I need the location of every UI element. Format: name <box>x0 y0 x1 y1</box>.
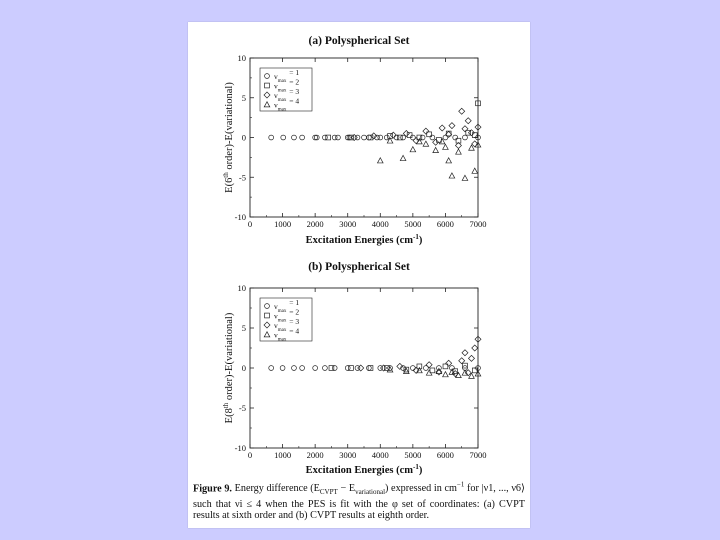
y-axis-label: E(6th order)-E(variational) <box>222 82 235 193</box>
data-point <box>384 135 389 140</box>
data-point <box>430 135 435 140</box>
chart-panel-b <box>222 261 487 476</box>
data-point <box>420 135 425 140</box>
series-4 <box>377 138 480 181</box>
x-tick-label: 3000 <box>339 450 357 460</box>
data-point <box>465 118 471 124</box>
x-axis-label: Excitation Energies $(cm^{-1})$ <box>305 463 423 476</box>
legend-entry: $v_{max}$ $^{= 2}$ <box>274 77 300 93</box>
legend-entry: $v_{max}$ $^{= 3}$ <box>274 316 300 333</box>
y-tick-label: -10 <box>234 212 246 222</box>
data-point <box>269 366 274 371</box>
data-point <box>377 158 383 163</box>
legend <box>260 298 312 343</box>
legend <box>260 68 312 113</box>
data-point <box>430 368 435 373</box>
y-tick-label: 10 <box>237 283 246 293</box>
data-point <box>394 135 399 140</box>
data-point <box>462 350 468 356</box>
paper-page <box>188 22 530 528</box>
data-point <box>472 168 478 173</box>
data-point <box>472 345 478 351</box>
data-point <box>443 372 449 377</box>
data-point <box>397 363 403 369</box>
data-point <box>313 366 318 371</box>
data-point <box>323 135 328 140</box>
data-point <box>345 366 350 371</box>
data-point <box>300 366 305 371</box>
series-2 <box>329 363 477 373</box>
x-tick-label: 7000 <box>469 450 487 460</box>
data-point <box>423 141 429 146</box>
legend-entry: $v_{max}$ $^{= 4}$ <box>274 96 300 112</box>
y-tick-label: -10 <box>234 443 246 453</box>
x-tick-label: 4000 <box>371 219 389 229</box>
data-point <box>463 135 468 140</box>
data-point <box>332 366 337 371</box>
data-point <box>426 362 432 368</box>
data-point <box>280 366 285 371</box>
caption-label: Figure 9. <box>193 483 232 495</box>
x-tick-label: 5000 <box>404 219 422 229</box>
data-point <box>410 147 416 152</box>
data-point <box>462 126 468 132</box>
data-point <box>362 135 367 140</box>
y-tick-label: 0 <box>241 132 246 143</box>
data-point <box>400 155 406 160</box>
data-point <box>472 133 477 138</box>
data-point <box>449 173 455 178</box>
figure-9 <box>188 22 530 482</box>
data-point <box>366 366 371 371</box>
data-point <box>469 373 475 378</box>
y-tick-label: 10 <box>237 53 246 63</box>
x-tick-label: 0 <box>247 219 253 229</box>
data-point <box>410 366 415 371</box>
data-point <box>401 135 406 140</box>
chart-title: (b) Polyspherical Set <box>308 261 410 273</box>
data-point <box>449 123 455 129</box>
x-tick-label: 1000 <box>274 219 292 229</box>
series-3 <box>358 336 481 376</box>
y-tick-label: -5 <box>238 403 246 413</box>
x-tick-label: 6000 <box>436 219 454 229</box>
data-point <box>453 135 458 140</box>
chart-panel-a <box>222 35 487 246</box>
y-tick-label: 5 <box>241 92 246 103</box>
chart-title: (a) Polyspherical Set <box>308 35 410 47</box>
data-point <box>446 360 452 366</box>
data-point <box>378 135 383 140</box>
x-tick-label: 7000 <box>469 219 487 229</box>
caption-text: Energy difference $(E_{CVPT} - E_{variational})$ expressed in $cm^{-1}$ for |ν1, ..., ν6⟩ such that νi ≤ 4 when the PES is fit with the φ set of coordinates: (a) CVPT results at sixth order and (b) CVPT results at eighth order. <box>193 481 525 522</box>
data-point <box>468 355 474 361</box>
legend-entry: $v_{max}$ $^{= 1}$ <box>274 297 300 314</box>
data-point <box>462 175 468 180</box>
y-tick-label: -5 <box>238 172 246 183</box>
data-point <box>446 158 452 163</box>
data-point <box>456 149 462 154</box>
x-tick-label: 1000 <box>274 450 292 460</box>
data-point <box>439 125 445 131</box>
x-tick-label: 2000 <box>306 450 324 460</box>
y-tick-label: 0 <box>241 363 246 373</box>
data-point <box>269 135 274 140</box>
data-point <box>423 128 429 134</box>
data-point <box>472 368 477 373</box>
y-axis-label: E(8th order)-E(variational) <box>222 312 235 424</box>
legend-entry: $v_{max}$ $^{= 3}$ <box>274 86 300 103</box>
figure-caption <box>193 480 525 522</box>
data-point <box>281 135 286 140</box>
data-point <box>459 108 465 114</box>
data-point <box>300 135 305 140</box>
data-point <box>371 133 377 139</box>
data-point <box>443 144 449 149</box>
legend-entry: $v_{max}$ $^{= 1}$ <box>274 67 300 84</box>
data-point <box>404 368 410 373</box>
x-tick-label: 5000 <box>404 450 422 460</box>
y-tick-label: 5 <box>241 323 246 333</box>
data-point <box>336 135 341 140</box>
x-tick-label: 6000 <box>436 450 454 460</box>
data-point <box>292 135 297 140</box>
data-point <box>323 366 328 371</box>
x-axis-label: Excitation Energies $(cm^{-1})$ <box>305 233 423 246</box>
x-tick-label: 0 <box>247 450 253 460</box>
x-tick-label: 3000 <box>339 219 357 229</box>
legend-entry: $v_{max}$ $^{= 4}$ <box>274 326 300 342</box>
data-point <box>433 147 439 152</box>
x-tick-label: 2000 <box>306 219 324 229</box>
legend-entry: $v_{max}$ $^{= 2}$ <box>274 307 300 323</box>
series-3 <box>351 108 481 148</box>
data-point <box>292 366 297 371</box>
x-tick-label: 4000 <box>371 450 389 460</box>
